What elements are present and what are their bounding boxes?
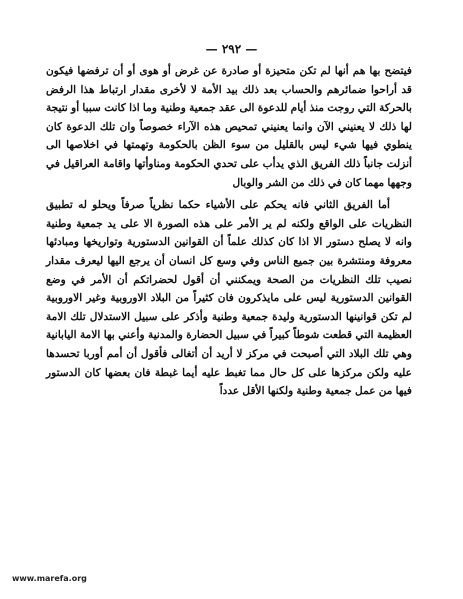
- paragraph-2: أما الفريق الثاني فانه يحكم على الأشياء حكما نظرياً صرفاً ويحلو له تطبيق النظريات على الواقع ولكنه لم ير الأمر على هذه الصورة الا على يد جمعية وطنية وانه لا يصلح دستور الا اذا كان كذلك علماً أن القوانين الدستورية وتواريخها ومبادئها معروفة ومنتشرة بين جميع الناس وفي وسع كل انسان أن يرجع اليها ليعرف مقدار نصيب تلك النظريات من الصحة ويمكنني أن أقول لحضراتكم أن الأمر في وضع القوانين الدستورية ليس على مايذكرون فان كثيراً من البلاد الاوروبية وغير الاوروبية لم تكن قوانينها الدستورية وليدة جمعية وطنية وأذكر على سبيل الاستدلال تلك الامة العظيمة التي قطعت شوطاً كبيراً في سبيل الحضارة والمدنية وأعني بها الامة اليابانية وهي تلك البلاد التي أصبحت في مركز لا أريد أن أتغالى فأقول أن أمم أوربا تحسدها عليه ولكن مركزها على كل حال مما تغبط عليه أيما غبطة فان بعضها كان الدستور فيها من عمل جمعية وطنية ولكنها الأقل عدداً: [46, 199, 412, 398]
- paragraph-1: فيتضح بها هم أنها لم تكن متحيزة أو صادرة عن غرض أو هوى أو أن ترفضها فيكون قد أراحوا ضمائرهم والحساب بعد ذلك بيد الأمة لا لأخرى مقدار ارتباط هذا الرفض بالحركة التي روجت منذ أيام للدعوة الى عقد جمعية وطنية وما اذا كانت سببا أو نتيجة لها ذلك لا يعنيني الآن وانما يعنيني تمحيص هذه الآراء خصوصاً وان تلك الدعوة كان ينطوي فيها شيء ليس بالقليل من سوء الظن بالحكومة وتهمتها في اخلاصها الى أنزلت جانباً ذلك الفريق الذي يدأب على تحدي الحكومة ومناوأتها واقامة العراقيل في وجهها مهما كان في ذلك من الشر والوبال: [46, 65, 412, 189]
- page-number: — ٢٩٢ —: [205, 42, 258, 56]
- footer-url: www.marefa.org: [12, 574, 87, 583]
- document-body: [46, 62, 412, 405]
